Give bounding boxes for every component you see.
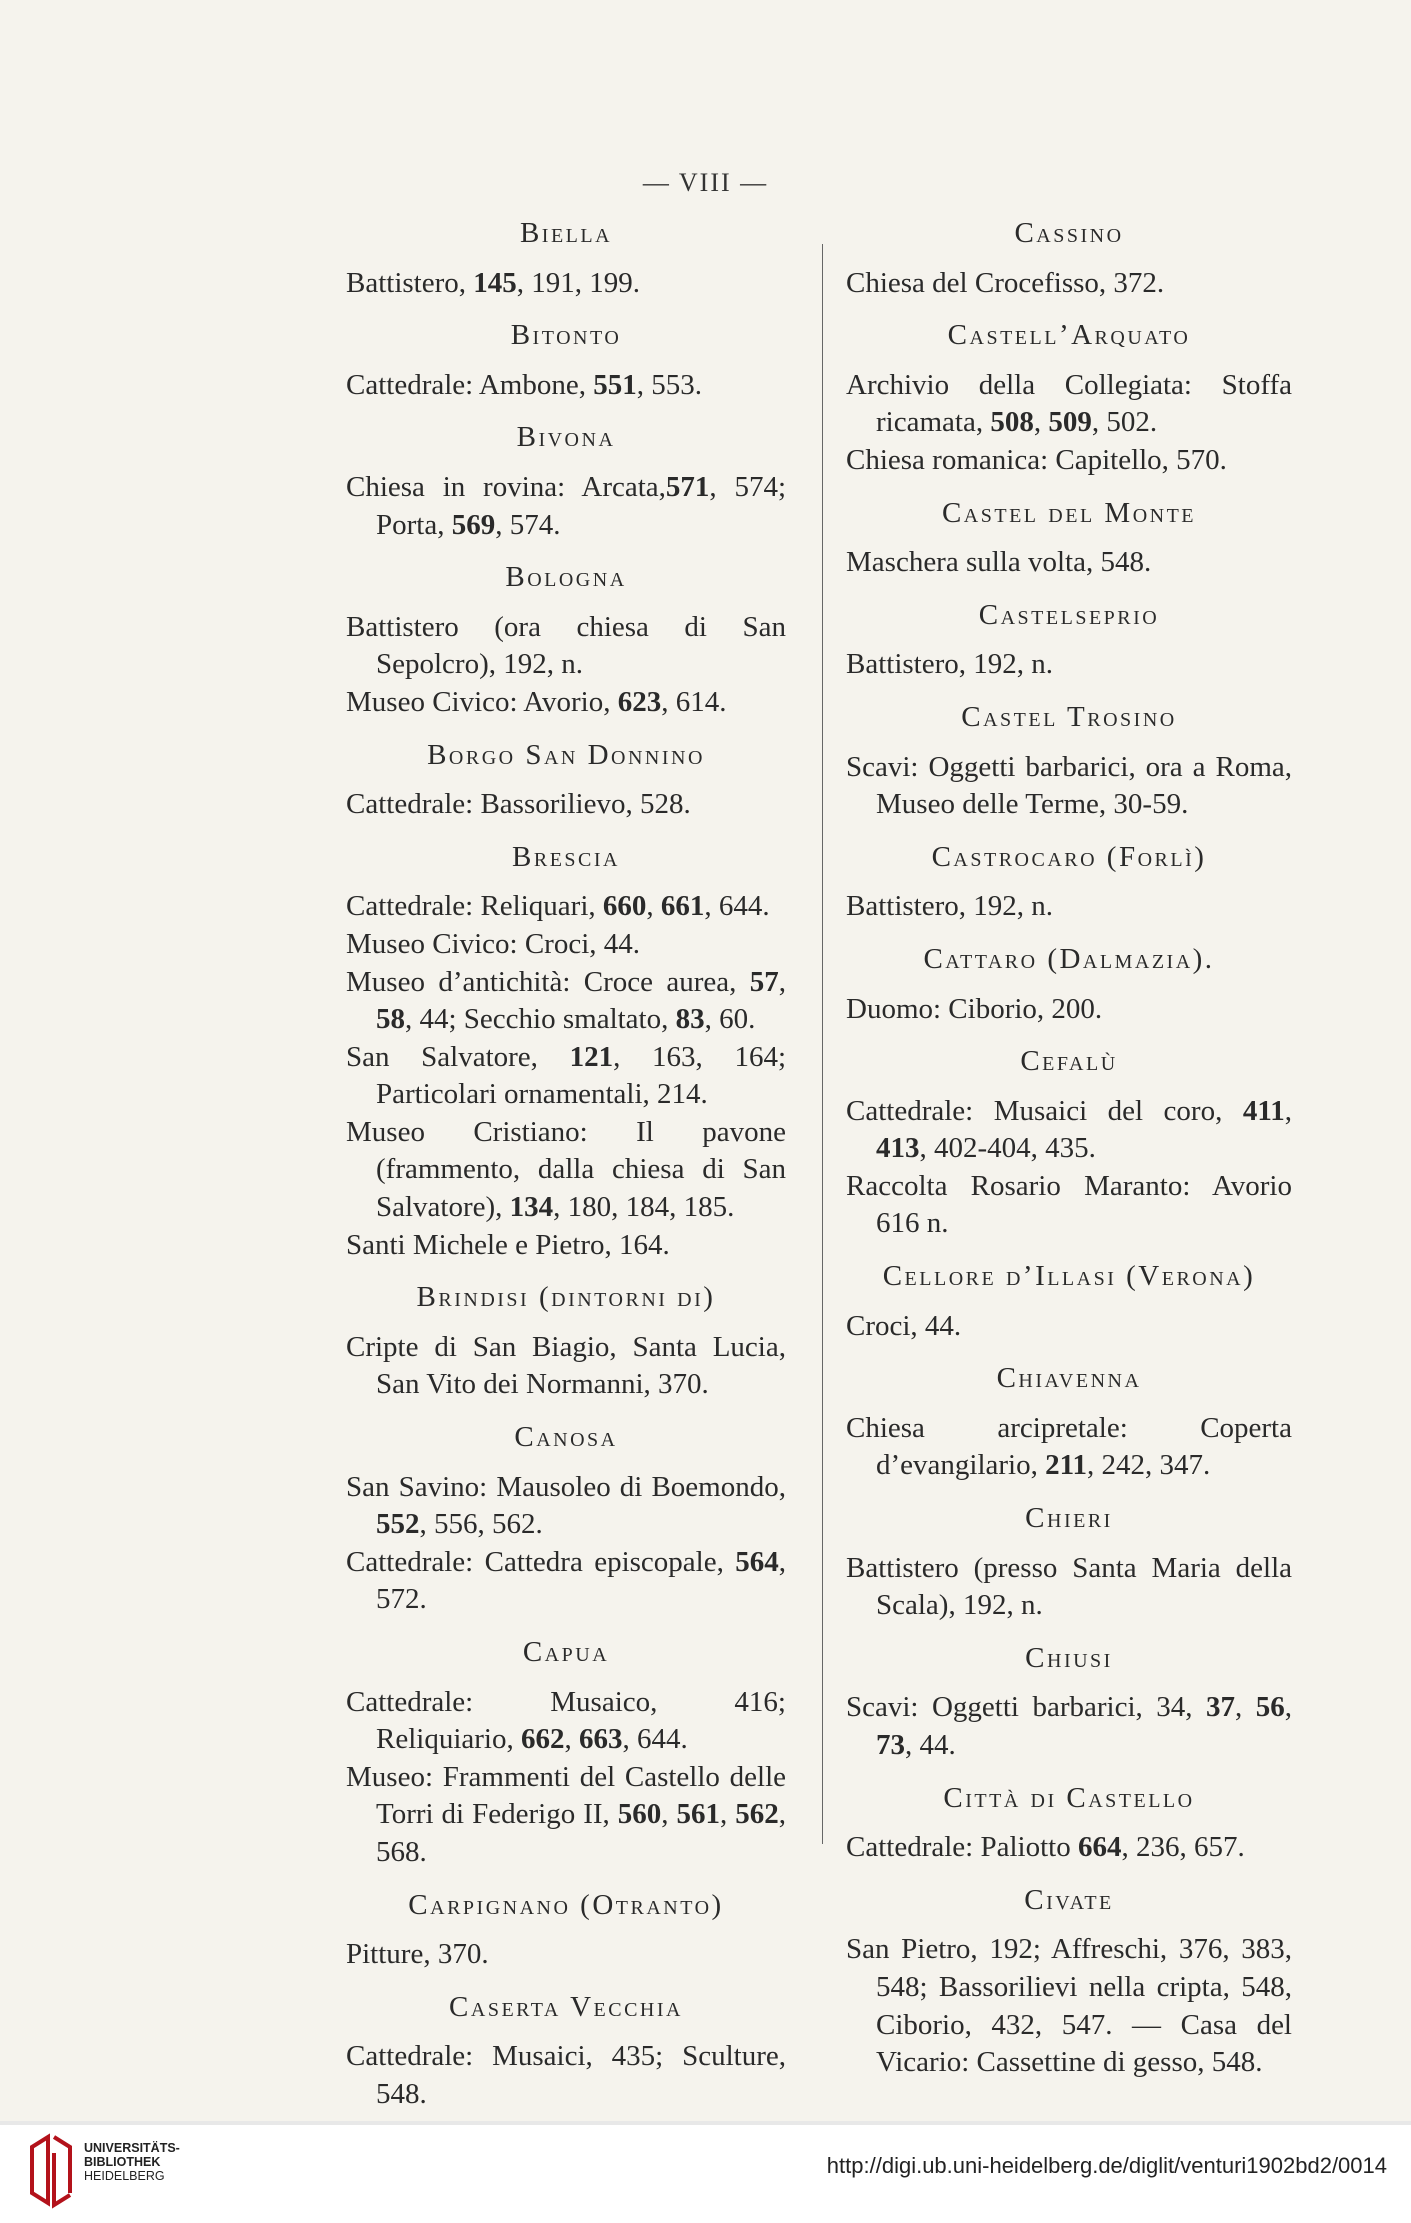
figure-reference: 134 <box>509 1191 554 1224</box>
index-entry <box>846 1931 1292 2081</box>
index-entry <box>346 926 786 964</box>
place-heading: Bivona <box>516 421 616 454</box>
footer-band <box>0 2121 1411 2125</box>
entry-text: Cattedrale: Musaico, 416; Reliquiario, <box>346 1685 786 1756</box>
entry-text: Battistero, <box>346 266 474 299</box>
index-column-right <box>846 215 1292 2082</box>
figure-reference: 662 <box>520 1723 565 1756</box>
entry-text: , 644. <box>622 1723 688 1756</box>
entry-text: Chiesa romanica: Capitello, 570. <box>846 443 1227 476</box>
entry-text: Raccolta Rosario Maranto: Avorio 616 n. <box>846 1169 1292 1240</box>
entry-text: , <box>720 1798 736 1831</box>
place-heading: Cassino <box>1014 217 1124 249</box>
entry-text: , 568. <box>376 1798 786 1868</box>
place-heading: Carpignano (Otranto) <box>408 1888 724 1921</box>
entry-text: , <box>564 1723 579 1756</box>
entry-text: , 44. <box>905 1729 956 1761</box>
index-entry <box>846 1093 1292 1168</box>
index-entry <box>346 609 786 684</box>
index-entry <box>846 1689 1292 1764</box>
place-heading: Castelseprio <box>978 598 1160 631</box>
page-number: — VIII — <box>642 168 769 197</box>
figure-reference: 37 <box>1206 1691 1236 1724</box>
place-heading: Civate <box>1024 1883 1114 1916</box>
index-entry <box>346 964 786 1039</box>
library-name-line2: BIBLIOTHEK <box>84 2155 161 2169</box>
entry-text: , 163, 164; Particolari ornamentali, 214. <box>376 1040 787 1111</box>
index-entry <box>346 265 786 303</box>
index-entry <box>346 1544 786 1619</box>
figure-reference: 211 <box>1045 1449 1088 1482</box>
entry-text: , 572. <box>376 1545 786 1616</box>
entry-text: , 574. <box>495 508 561 541</box>
figure-reference: 83 <box>675 1003 705 1036</box>
entry-text: Museo Civico: Avorio, <box>346 685 618 718</box>
index-entry <box>846 991 1292 1029</box>
index-entry <box>846 265 1292 303</box>
figure-reference: 508 <box>990 406 1034 439</box>
entry-text: San Savino: Mausoleo di Boemondo, <box>346 1470 786 1503</box>
index-entry <box>846 1829 1292 1867</box>
figure-reference: 561 <box>676 1798 720 1831</box>
entry-text: , 556, 562. <box>419 1508 543 1541</box>
entry-text: Cattedrale: Bassorilievo, 528. <box>346 788 691 821</box>
index-entry <box>346 1114 786 1227</box>
entry-text: Cripte di San Biagio, Santa Lucia, San Vito dei Normanni, 370. <box>346 1330 786 1401</box>
place-heading: Castel Trosino <box>961 700 1177 733</box>
entry-text: Battistero (presso Santa Maria della Scala), 192, n. <box>846 1551 1292 1622</box>
index-entry <box>846 1550 1292 1625</box>
entry-text: , 242, 347. <box>1087 1449 1211 1482</box>
entry-text: , 44; Secchio smaltato, <box>405 1003 676 1036</box>
entry-text: Chiesa arcipretale: Coperta d’evangilario, <box>846 1411 1292 1482</box>
place-heading: Città di Castello <box>943 1781 1195 1814</box>
figure-reference: 560 <box>617 1798 662 1831</box>
entry-text: , <box>1033 406 1049 439</box>
figure-reference: 411 <box>1242 1094 1285 1127</box>
entry-text: Battistero (ora chiesa di San Sepolcro), 192, n. <box>346 610 786 681</box>
index-entry <box>346 1469 786 1544</box>
place-heading: Cellore d’Illasi (Verona) <box>882 1260 1256 1293</box>
index-entry <box>346 1039 786 1114</box>
place-heading: Capua <box>522 1636 610 1668</box>
entry-text: Cattedrale: Cattedra episcopale, <box>346 1545 736 1578</box>
figure-reference: 509 <box>1048 406 1092 439</box>
index-column-left <box>346 215 786 2114</box>
library-logo-icon <box>26 2133 76 2209</box>
figure-reference: 58 <box>376 1003 405 1036</box>
figure-reference: 73 <box>876 1729 905 1761</box>
library-name <box>84 2141 180 2183</box>
entry-text: , <box>646 890 661 923</box>
figure-reference: 571 <box>665 470 710 503</box>
entry-text: , 60. <box>704 1003 756 1036</box>
entry-text: Cattedrale: Reliquari, <box>346 890 603 923</box>
entry-text: Maschera sulla volta, 548. <box>846 546 1152 579</box>
entry-text: Cattedrale: Ambone, <box>346 368 594 401</box>
index-entry <box>346 1227 786 1265</box>
figure-reference: 121 <box>569 1040 614 1073</box>
library-name-line1: UNIVERSITÄTS- <box>84 2141 180 2155</box>
place-heading: Brescia <box>512 840 620 873</box>
place-heading: Biella <box>519 217 613 249</box>
place-heading: Castell’Arquato <box>947 319 1191 352</box>
entry-text: Cattedrale: Paliotto <box>846 1831 1078 1864</box>
figure-reference: 56 <box>1255 1691 1285 1724</box>
index-entry <box>346 1936 786 1974</box>
entry-text: , 402-404, 435. <box>919 1132 1096 1165</box>
index-entry <box>846 749 1292 824</box>
figure-reference: 413 <box>876 1132 920 1165</box>
entry-text: Santi Michele e Pietro, 164. <box>346 1228 670 1261</box>
entry-text: , <box>1235 1691 1256 1724</box>
place-heading: Canosa <box>514 1421 618 1454</box>
place-heading: Chieri <box>1025 1502 1113 1535</box>
library-name-line3: HEIDELBERG <box>84 2169 165 2183</box>
index-entry <box>846 888 1292 926</box>
index-entry <box>846 1410 1292 1485</box>
index-entry <box>846 367 1292 442</box>
figure-reference: 661 <box>660 890 705 923</box>
entry-text: Scavi: Oggetti barbarici, ora a Roma, Museo delle Terme, 30-59. <box>846 750 1292 821</box>
entry-text: Cattedrale: Musaici del coro, <box>846 1094 1243 1127</box>
index-entry <box>846 646 1292 684</box>
entry-text: , 553. <box>636 368 702 401</box>
entry-text: Battistero, 192, n. <box>846 890 1054 923</box>
entry-text: Museo: Frammenti del Castello delle Torri di Federigo II, <box>346 1760 786 1831</box>
entry-text: Museo Cristiano: Il pavone (frammento, dalla chiesa di San Salvatore), <box>346 1115 786 1224</box>
index-entry <box>346 684 786 722</box>
entry-text: , 502. <box>1091 406 1158 439</box>
entry-text: Pitture, 370. <box>346 1938 489 1971</box>
entry-text: Chiesa del Crocefisso, 372. <box>846 266 1165 299</box>
entry-text: Duomo: Ciborio, 200. <box>846 992 1103 1025</box>
index-entry <box>346 469 786 544</box>
entry-text: , 644. <box>704 890 770 923</box>
index-entry <box>846 1168 1292 1243</box>
entry-text: , 180, 184, 185. <box>553 1191 735 1224</box>
figure-reference: 145 <box>473 266 517 299</box>
source-url-link[interactable]: http://digi.ub.uni-heidelberg.de/diglit/venturi1902bd2/0014 <box>826 2153 1387 2178</box>
index-entry <box>346 1759 786 1872</box>
index-entry <box>346 367 786 405</box>
figure-reference: 623 <box>617 685 662 718</box>
column-divider <box>822 244 823 1844</box>
index-entry <box>346 1684 786 1759</box>
index-entry <box>346 888 786 926</box>
figure-reference: 569 <box>451 508 496 541</box>
place-heading: Chiavenna <box>996 1362 1142 1395</box>
entry-text: Museo Civico: Croci, 44. <box>346 927 641 960</box>
figure-reference: 551 <box>593 368 637 401</box>
index-entry <box>346 1329 786 1404</box>
figure-reference: 663 <box>578 1723 623 1756</box>
entry-text: San Pietro, 192; Affreschi, 376, 383, 548; Bassorilievi nella cripta, 548, Ciborio, 432, 547. — Casa del Vicario: Cassettine di gesso, 548. <box>846 1933 1292 2079</box>
entry-text: , 236, 657. <box>1121 1831 1245 1864</box>
place-heading: Brindisi (dintorni di) <box>416 1281 716 1314</box>
figure-reference: 664 <box>1077 1831 1122 1864</box>
place-heading: Borgo San Donnino <box>427 738 705 771</box>
index-entry <box>846 544 1292 582</box>
entry-text: Chiesa in rovina: Arcata, <box>346 470 666 503</box>
entry-text: , <box>1284 1691 1293 1724</box>
place-heading: Caserta Vecchia <box>449 1990 683 2023</box>
figure-reference: 564 <box>735 1545 779 1578</box>
entry-text: Scavi: Oggetti barbarici, 34, <box>846 1691 1207 1724</box>
place-heading: Castel del Monte <box>941 496 1197 529</box>
entry-text: , <box>778 965 786 998</box>
entry-text: Croci, 44. <box>846 1309 962 1342</box>
entry-text: Battistero, 192, n. <box>846 648 1054 681</box>
entry-text: , <box>1284 1094 1292 1127</box>
entry-text: San Salvatore, <box>346 1040 570 1073</box>
entry-text: Archivio della Collegiata: Stoffa ricamata, <box>846 368 1292 439</box>
index-entry <box>346 786 786 824</box>
place-heading: Bologna <box>505 561 627 594</box>
entry-text: , <box>661 1798 677 1831</box>
entry-text: , 191, 199. <box>516 266 641 299</box>
entry-text: Museo d’antichità: Croce aurea, <box>346 965 750 998</box>
place-heading: Cefalù <box>1020 1045 1118 1078</box>
figure-reference: 562 <box>735 1798 779 1831</box>
entry-text: Cattedrale: Musaici, 435; Sculture, 548. <box>346 2040 786 2110</box>
entry-text: , 574; Porta, <box>376 470 786 541</box>
place-heading: Bitonto <box>510 319 622 352</box>
entry-text: , 614. <box>661 685 727 718</box>
index-entry <box>846 442 1292 480</box>
place-heading: Castrocaro (Forlì) <box>931 840 1207 873</box>
place-heading: Cattaro (Dalmazia). <box>923 942 1215 975</box>
place-heading: Chiusi <box>1025 1641 1113 1674</box>
index-entry <box>846 1308 1292 1346</box>
figure-reference: 660 <box>602 890 647 923</box>
index-entry <box>346 2038 786 2113</box>
figure-reference: 57 <box>749 965 779 998</box>
figure-reference: 552 <box>376 1508 420 1541</box>
